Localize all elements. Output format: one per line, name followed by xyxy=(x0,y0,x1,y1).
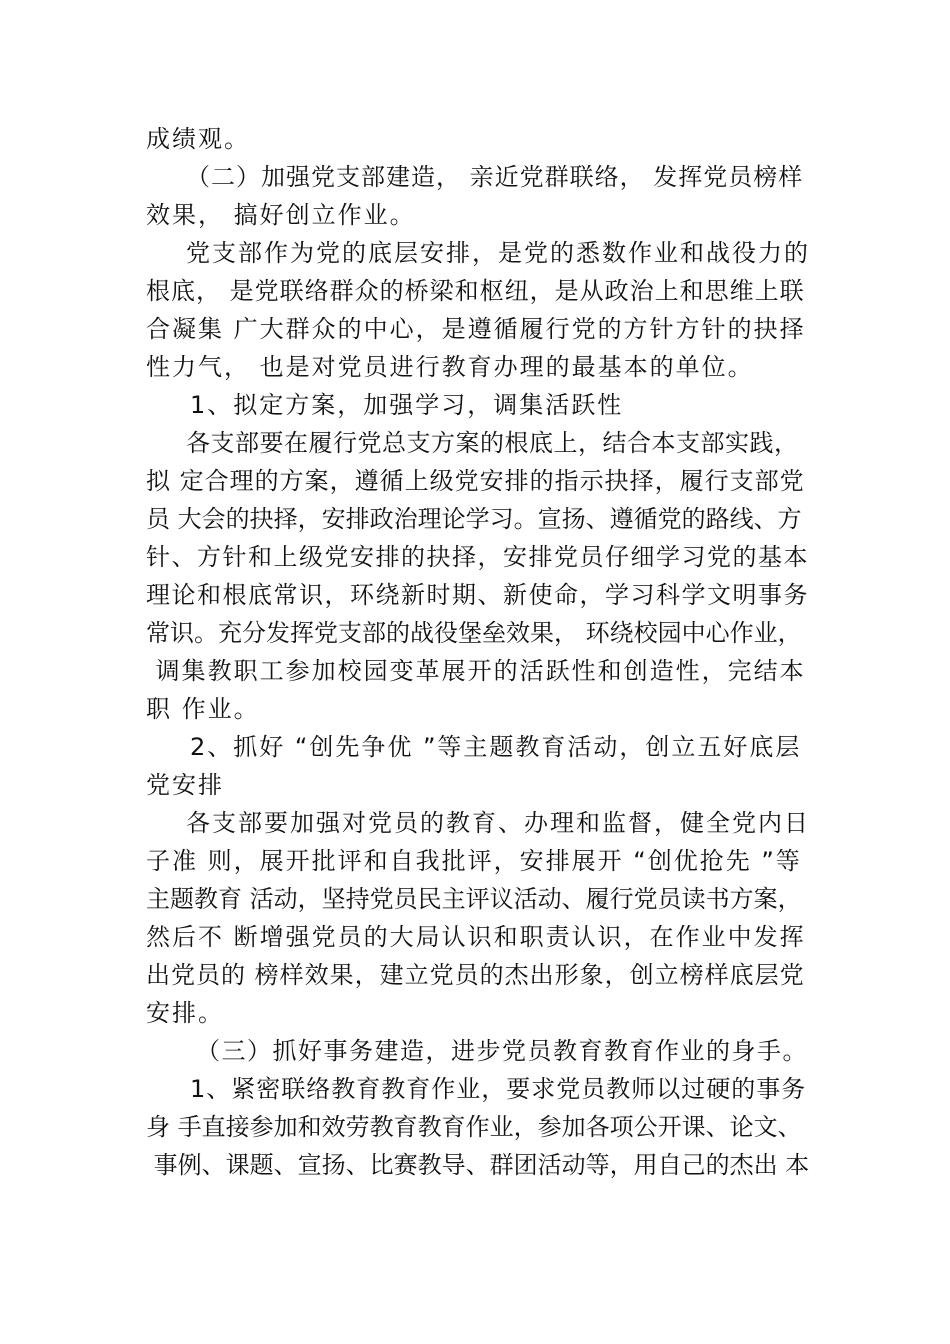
text-line: 针、方针和上级党安排的抉择，安排党员仔细学习党的基本 xyxy=(146,543,809,571)
text-line: 合凝集 广大群众的中心，是遵循履行党的方针方针的抉择 xyxy=(146,315,806,343)
text-line: 调集教职工参加校园变革展开的活跃性和创造性，完结本 xyxy=(146,657,806,685)
text-line: 员 大会的抉择，安排政治理论学习。宣扬、遵循党的路线、方 xyxy=(146,505,802,533)
text-line: 主题教育 活动，坚持党员民主评议活动、履行党员读书方案， xyxy=(146,885,802,913)
text-line: 子准 则，展开批评和自我批评，安排展开 “创优抢先 ”等 xyxy=(146,847,802,875)
text-line: 党安排 xyxy=(146,771,224,799)
text-line: 常识。充分发挥党支部的战役堡垒效果， 环绕校园中心作业， xyxy=(146,619,802,647)
text-line: 效果， 搞好创立作业。 xyxy=(146,201,416,229)
text-line: 理论和根底常识，环绕新时期、新使命，学习科学文明事务 xyxy=(146,581,809,609)
text-line: 拟 定合理的方案，遵循上级党安排的指示抉择，履行支部党 xyxy=(146,467,805,495)
paragraph-first-line: 党支部作为党的底层安排，是党的悉数作业和战役力的 xyxy=(186,239,810,267)
subsection-heading-3: 1、紧密联络教育教育作业，要求党员教师以过硬的事务 xyxy=(190,1075,807,1103)
subsection-heading-2: 2、抓好 “创先争优 ”等主题教育活动，创立五好底层 xyxy=(190,733,802,761)
paragraph-first-line: 各支部要加强对党员的教育、办理和监督，健全党内日 xyxy=(186,809,810,837)
text-line: 安排。 xyxy=(146,999,224,1027)
text-line: 性力气， 也是对党员进行教育办理的最基本的单位。 xyxy=(146,353,754,381)
text-line: 身 手直接参加和效劳教育教育作业，参加各项公开课、论文、 xyxy=(146,1113,802,1141)
subsection-heading-1: 1、拟定方案，加强学习，调集活跃性 xyxy=(190,391,624,419)
text-line: 然后不 断增强党员的大局认识和职责认识，在作业中发挥 xyxy=(146,923,806,951)
text-line: 事例、课题、宣扬、比赛教导、群团活动等，用自己的杰出 本 xyxy=(146,1151,810,1179)
paragraph-first-line: 各支部要在履行党总支方案的根底上，结合本支部实践， xyxy=(186,429,799,457)
text-line: 成绩观。 xyxy=(146,125,250,153)
text-line: 根底， 是党联络群众的桥梁和枢纽，是从政治上和思维上联 xyxy=(146,277,805,305)
section-heading-2: （二）加强党支部建造， 亲近党群联络， 发挥党员榜样 xyxy=(186,163,804,191)
text-line: 职 作业。 xyxy=(146,695,260,723)
section-heading-3: （三）抓好事务建造，进步党员教育教育作业的身手。 xyxy=(196,1037,808,1065)
text-line: 出党员的 榜样效果，建立党员的杰出形象，创立榜样底层党 xyxy=(146,961,805,989)
